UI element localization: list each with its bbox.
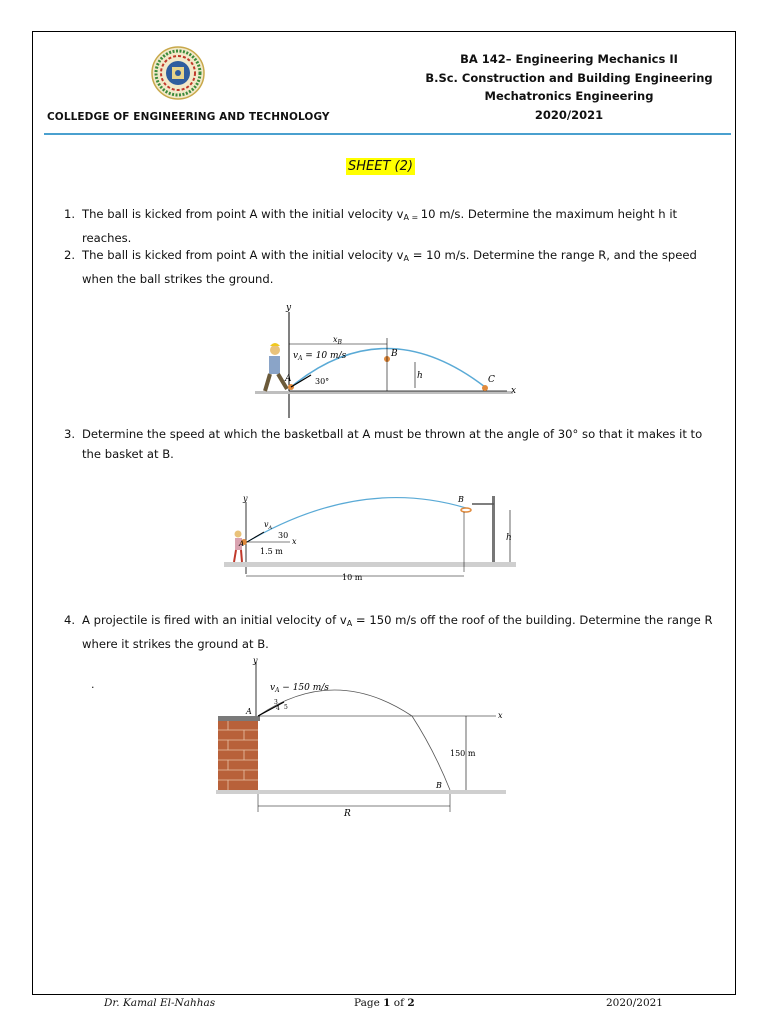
question-text-part: The ball is kicked from point A with the initial velocity v [82, 248, 404, 262]
point-a-label: A [239, 540, 245, 548]
course-title: BA 142– Engineering Mechanics II [460, 52, 678, 66]
college-name: COLLEDGE OF ENGINEERING AND TECHNOLOGY [47, 111, 330, 123]
point-b-label: B [458, 495, 464, 504]
velocity-label: $v_A - 150$ m/s [270, 683, 329, 694]
course-info [418, 50, 720, 124]
height-label: 1.5 m [260, 547, 283, 556]
footer-page-number: Page 1 of 2 [354, 997, 415, 1009]
figure-basketball [220, 494, 520, 586]
question-2 [64, 245, 714, 289]
footer-year: 2020/2021 [606, 997, 663, 1009]
angle-label: 30 [278, 531, 289, 540]
x-axis-label: x [498, 711, 503, 720]
sheet-title: SHEET (2) [348, 159, 413, 174]
point-b-label: B [436, 781, 442, 790]
question-number: 1. [64, 207, 76, 221]
velocity-arrow [258, 702, 284, 716]
height-label: 150 m [450, 749, 476, 758]
y-axis-label: y [243, 494, 248, 503]
y-axis-label: y [286, 303, 292, 313]
velocity-arrow [291, 375, 311, 387]
velocity-label: $v_A = 10$ m/s [293, 351, 347, 362]
point-c-label: C [488, 375, 495, 385]
ball-c [482, 385, 488, 391]
kicker-figure [265, 343, 287, 391]
program-line-2: Mechatronics Engineering [484, 89, 654, 103]
stray-dot: . [91, 678, 95, 691]
xb-label: $x_B$ [333, 335, 342, 346]
y-axis-label: y [253, 656, 258, 665]
university-logo [150, 45, 206, 101]
question-number: 2. [64, 248, 76, 262]
ground [255, 391, 513, 394]
header-rule [44, 133, 731, 135]
velocity-label: $v_A$ [264, 520, 273, 531]
slope-4-label: 4 [276, 705, 280, 712]
question-text-part: = 150 m/s off the roof of the building. Determine the range R where it strikes the ground at B. [82, 613, 713, 651]
question-text [82, 245, 714, 289]
question-1 [64, 204, 714, 248]
question-text-part: = 10 m/s. Determine the range R, and the speed when the ball strikes the ground. [82, 248, 697, 286]
figure-projectile-building [214, 654, 514, 820]
figure-kicked-ball [245, 300, 535, 422]
question-text-part: 10 m/s. Determine the maximum height h it reaches. [82, 207, 678, 245]
x-axis-label: x [292, 537, 297, 546]
program-line: B.Sc. Construction and Building Engineering [425, 70, 713, 85]
question-number: 4. [64, 613, 76, 627]
range-label: R [344, 809, 351, 819]
velocity-subscript: A [346, 619, 353, 628]
question-text-part: A projectile is fired with an initial velocity of v [82, 613, 347, 627]
slope-5-label: 5 [284, 704, 288, 711]
point-b-label: B [391, 349, 398, 359]
academic-year: 2020/2021 [534, 107, 604, 122]
h-label: h [506, 533, 512, 543]
question-4 [64, 610, 714, 654]
question-text [82, 204, 714, 248]
question-text [82, 610, 714, 654]
slope-3-label: 3 [274, 699, 278, 706]
brick-building [218, 716, 260, 792]
question-text: Determine the speed at which the basketball at A must be thrown at the angle of 30° so that it makes it to the basket at B. [82, 427, 703, 461]
angle-label: 30° [315, 377, 330, 386]
velocity-subscript: A = [403, 213, 421, 222]
question-number: 3. [64, 427, 76, 441]
velocity-arrow [247, 532, 264, 542]
h-label: h [417, 371, 423, 381]
question-3 [64, 424, 714, 464]
ground [224, 562, 516, 567]
point-a-label: A [246, 707, 252, 716]
distance-label: 10 m [342, 573, 363, 582]
ground [216, 790, 506, 794]
footer-author: Dr. Kamal El-Nahhas [104, 997, 216, 1009]
question-text-part: The ball is kicked from point A with the initial velocity v [82, 207, 404, 221]
basket-hoop [461, 496, 495, 562]
velocity-subscript: A [403, 254, 410, 263]
point-a-label: A [285, 374, 292, 384]
x-axis-label: x [511, 386, 517, 396]
